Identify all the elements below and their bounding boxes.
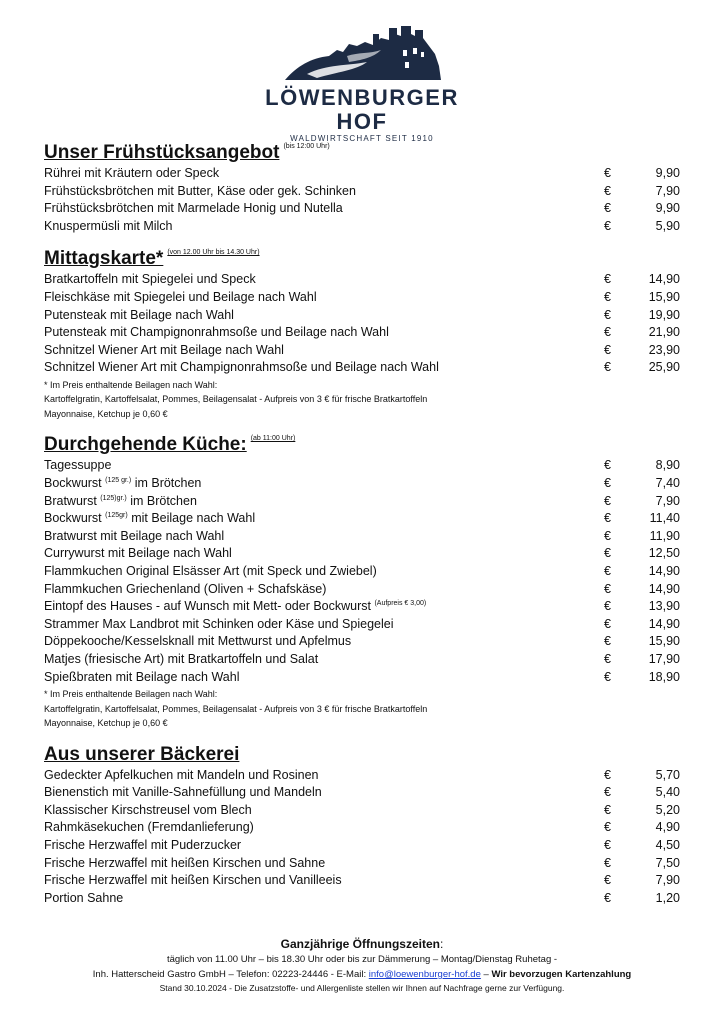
menu-item-name: Klassischer Kirschstreusel vom Blech <box>44 802 252 817</box>
menu-item <box>44 324 694 342</box>
menu-item-price: 8,90 <box>655 458 680 473</box>
menu-item-name: Putensteak mit Champignonrahmsoße und Beilage nach Wahl <box>44 325 389 340</box>
menu-item-name: Matjes (friesische Art) mit Bratkartoffeln und Salat <box>44 651 319 666</box>
menu-item <box>44 545 694 563</box>
menu-item-price: 5,70 <box>655 767 680 782</box>
menu-item-price: 9,90 <box>655 166 680 180</box>
menu-item-name: Frühstücksbrötchen mit Butter, Käse oder gek. Schinken <box>44 183 356 198</box>
menu-item-name: Rührei mit Kräutern oder Speck <box>44 166 220 180</box>
section-time-note: (ab 11:00 Uhr) <box>250 435 296 443</box>
currency-symbol: € <box>604 183 611 198</box>
menu-item <box>44 651 694 669</box>
menu-item-name: Frühstücksbrötchen mit Marmelade Honig und Nutella <box>44 201 343 216</box>
menu-item-name: Frische Herzwaffel mit heißen Kirschen und Vanilleeis <box>44 873 342 888</box>
stand-note: Stand 30.10.2024 - Die Zusatzstoffe- und Allergenliste stellen wir Ihnen auf Nachfrage gerne zur Verfügung. <box>159 983 565 993</box>
section-note-line: Kartoffelgratin, Kartoffelsalat, Pommes, Beilagensalat - Aufpreis von 3 € für frische Bratkartoffeln <box>44 703 428 714</box>
menu-item-name-end: im Brötchen <box>131 476 202 491</box>
currency-symbol: € <box>604 873 611 888</box>
menu-item-weight-note: (Aufpreis € 3,00) <box>374 600 427 608</box>
menu-item-name: Tagessuppe <box>44 458 112 473</box>
currency-symbol: € <box>604 493 611 508</box>
menu-item <box>44 767 694 785</box>
menu-item-name-start: Bockwurst <box>44 511 106 526</box>
menu-item-name-start: Eintopf des Hauses - auf Wunsch mit Mett- oder Bockwurst <box>44 599 375 614</box>
menu-item-price: 9,90 <box>655 201 680 216</box>
menu-item <box>44 616 694 634</box>
menu-item <box>44 510 694 528</box>
menu-item <box>44 271 694 289</box>
menu-item-price: 7,90 <box>655 873 680 888</box>
section-title: Mittagskarte* <box>44 248 164 270</box>
menu-item-name: Bratkartoffeln mit Spiegelei und Speck <box>44 272 256 287</box>
menu-item-name-end: im Brötchen <box>126 493 197 508</box>
contact-line <box>30 967 694 982</box>
section-note-line: * Im Preis enthaltende Beilagen nach Wahl: <box>44 379 218 390</box>
brand-tagline: WALDWIRTSCHAFT SEIT 1910 <box>290 134 434 143</box>
currency-symbol: € <box>604 581 611 596</box>
menu-item-name: Döppekooche/Kesselsknall mit Mettwurst und Apfelmus <box>44 634 352 649</box>
menu-item-price: 15,90 <box>648 634 680 649</box>
currency-symbol: € <box>604 838 611 853</box>
owner-text: Inh. Hatterscheid Gastro GmbH – Telefon: 02223-24446 - E-Mail: <box>92 969 369 980</box>
section-note-line: Kartoffelgratin, Kartoffelsalat, Pommes, Beilagensalat - Aufpreis von 3 € für frische Bratkartoffeln <box>44 394 428 405</box>
menu-item-name: Schnitzel Wiener Art mit Beilage nach Wahl <box>44 342 284 357</box>
menu-item <box>44 165 694 183</box>
menu-item-name-start: Bratwurst <box>44 493 101 508</box>
menu-item-price: 11,40 <box>649 511 680 526</box>
menu-item <box>44 784 694 802</box>
currency-symbol: € <box>604 802 611 817</box>
currency-symbol: € <box>604 476 611 491</box>
section-notes <box>44 378 694 422</box>
section-header <box>44 743 694 767</box>
menu-sections <box>44 141 694 919</box>
email-link[interactable]: info@loewenburger-hof.de <box>368 969 481 980</box>
menu-item-price: 7,50 <box>655 855 680 870</box>
menu-item <box>44 563 694 581</box>
menu-item-name: Strammer Max Landbrot mit Schinken oder Käse und Spiegelei <box>44 616 394 631</box>
menu-item-price: 4,90 <box>655 820 680 835</box>
menu-item-price: 23,90 <box>648 342 680 357</box>
currency-symbol: € <box>604 342 611 357</box>
menu-item-name: Bratwurst mit Beilage nach Wahl <box>44 528 225 543</box>
currency-symbol: € <box>604 599 611 614</box>
menu-item-name-start: Bockwurst <box>44 476 106 491</box>
section-note-line: Mayonnaise, Ketchup je 0,60 € <box>44 718 168 729</box>
menu-section <box>44 247 694 421</box>
menu-item-name: Schnitzel Wiener Art mit Champignonrahmsoße und Beilage nach Wahl <box>44 360 439 375</box>
menu-item-name <box>44 599 426 613</box>
menu-item <box>44 493 694 511</box>
section-title: Aus unserer Bäckerei <box>44 743 240 765</box>
menu-item-name <box>44 511 255 525</box>
menu-item <box>44 183 694 201</box>
menu-item-name: Frische Herzwaffel mit heißen Kirschen und Sahne <box>44 855 326 870</box>
currency-symbol: € <box>604 669 611 684</box>
footer <box>30 936 694 995</box>
menu-item <box>44 307 694 325</box>
menu-item-price: 14,90 <box>648 616 680 631</box>
menu-item-price: 7,90 <box>655 493 680 508</box>
currency-symbol: € <box>604 820 611 835</box>
opening-hours-heading: Ganzjährige Öffnungszeiten <box>280 937 440 951</box>
menu-section <box>44 743 694 908</box>
opening-hours-colon: : <box>440 937 444 951</box>
currency-symbol: € <box>604 855 611 870</box>
menu-item-name: Fleischkäse mit Spiegelei und Beilage nach Wahl <box>44 289 317 304</box>
menu-item <box>44 837 694 855</box>
currency-symbol: € <box>604 546 611 561</box>
menu-item-name <box>44 494 197 508</box>
menu-item-name: Rahmkäsekuchen (Fremdanlieferung) <box>44 820 254 835</box>
currency-symbol: € <box>604 325 611 340</box>
opening-hours-text: täglich von 11.00 Uhr – bis 18.30 Uhr oder bis zur Dämmerung – Montag/Dienstag Ruhetag - <box>166 954 558 965</box>
menu-item <box>44 200 694 218</box>
logo <box>250 26 474 143</box>
currency-symbol: € <box>604 360 611 375</box>
menu-item-price: 18,90 <box>648 669 680 684</box>
contact-dash: – <box>480 969 492 980</box>
menu-item-price: 7,40 <box>655 476 680 491</box>
section-header <box>44 433 694 457</box>
section-notes <box>44 687 694 731</box>
currency-symbol: € <box>604 511 611 526</box>
menu-item-name: Putensteak mit Beilage nach Wahl <box>44 307 234 322</box>
currency-symbol: € <box>604 767 611 782</box>
currency-symbol: € <box>604 634 611 649</box>
menu-item-price: 1,20 <box>655 890 680 905</box>
menu-item-price: 14,90 <box>648 272 680 287</box>
menu-item-name: Knuspermüsli mit Milch <box>44 218 173 233</box>
menu-item-name: Flammkuchen Original Elsässer Art (mit Speck und Zwiebel) <box>44 564 377 578</box>
section-time-note: (bis 12:00 Uhr) <box>283 143 330 150</box>
menu-item-weight-note: (125 gr.) <box>105 477 132 485</box>
menu-item-price: 21,90 <box>648 325 680 340</box>
menu-item-name: Bienenstich mit Vanille-Sahnefüllung und Mandeln <box>44 785 322 800</box>
currency-symbol: € <box>604 564 611 578</box>
menu-item <box>44 457 694 475</box>
section-note-line: Mayonnaise, Ketchup je 0,60 € <box>44 408 168 419</box>
menu-item-price: 4,50 <box>655 838 680 853</box>
menu-item-price: 19,90 <box>648 307 680 322</box>
menu-item-weight-note: (125gr) <box>105 512 128 520</box>
currency-symbol: € <box>604 528 611 543</box>
payment-note: Wir bevorzugen Kartenzahlung <box>491 969 632 980</box>
menu-item <box>44 218 694 236</box>
menu-item <box>44 819 694 837</box>
menu-item-weight-note: (125)gr.) <box>100 494 127 502</box>
currency-symbol: € <box>604 218 611 233</box>
menu-item-price: 12,50 <box>648 546 680 561</box>
currency-symbol: € <box>604 289 611 304</box>
brand-name: LÖWENBURGER HOF <box>265 85 459 134</box>
menu-item <box>44 598 694 616</box>
menu-item <box>44 289 694 307</box>
menu-item-price: 7,90 <box>655 183 680 198</box>
menu-item <box>44 342 694 360</box>
menu-item-price: 5,90 <box>655 218 680 233</box>
section-title: Durchgehende Küche: <box>44 434 247 456</box>
menu-section <box>44 433 694 730</box>
menu-item <box>44 872 694 890</box>
section-header <box>44 141 694 165</box>
menu-item-name: Portion Sahne <box>44 890 124 905</box>
menu-item <box>44 669 694 687</box>
currency-symbol: € <box>604 785 611 800</box>
menu-item-name <box>44 476 201 490</box>
menu-item-price: 11,90 <box>649 528 680 543</box>
menu-item-price: 5,40 <box>655 785 680 800</box>
menu-item-name: Gedeckter Apfelkuchen mit Mandeln und Rosinen <box>44 767 319 782</box>
menu-item-price: 14,90 <box>648 564 680 578</box>
section-title: Unser Frühstücksangebot <box>44 142 280 163</box>
menu-item-price: 25,90 <box>648 360 680 375</box>
castle-logo-icon <box>277 26 447 84</box>
menu-item-name-end: mit Beilage nach Wahl <box>127 511 256 526</box>
menu-item <box>44 802 694 820</box>
menu-item-price: 13,90 <box>648 599 680 614</box>
currency-symbol: € <box>604 307 611 322</box>
menu-item <box>44 633 694 651</box>
currency-symbol: € <box>604 651 611 666</box>
currency-symbol: € <box>604 201 611 216</box>
menu-item <box>44 581 694 599</box>
menu-item-price: 5,20 <box>655 802 680 817</box>
menu-item <box>44 890 694 908</box>
menu-item <box>44 475 694 493</box>
currency-symbol: € <box>604 458 611 473</box>
currency-symbol: € <box>604 166 611 180</box>
menu-item-price: 15,90 <box>648 289 680 304</box>
menu-item-name: Currywurst mit Beilage nach Wahl <box>44 546 232 561</box>
menu-item <box>44 359 694 377</box>
currency-symbol: € <box>604 890 611 905</box>
menu-item <box>44 855 694 873</box>
menu-item-price: 14,90 <box>648 581 680 596</box>
menu-item-name: Frische Herzwaffel mit Puderzucker <box>44 838 242 853</box>
menu-item-price: 17,90 <box>648 651 680 666</box>
section-note-line: * Im Preis enthaltende Beilagen nach Wahl: <box>44 689 218 700</box>
currency-symbol: € <box>604 272 611 287</box>
menu-item-name: Flammkuchen Griechenland (Oliven + Schafskäse) <box>44 581 327 596</box>
menu-item-name: Spießbraten mit Beilage nach Wahl <box>44 669 240 684</box>
menu-item <box>44 528 694 546</box>
menu-section <box>44 141 694 235</box>
currency-symbol: € <box>604 616 611 631</box>
section-time-note: (von 12.00 Uhr bis 14.30 Uhr) <box>167 249 260 257</box>
section-header <box>44 247 694 271</box>
opening-hours-title <box>30 936 694 952</box>
